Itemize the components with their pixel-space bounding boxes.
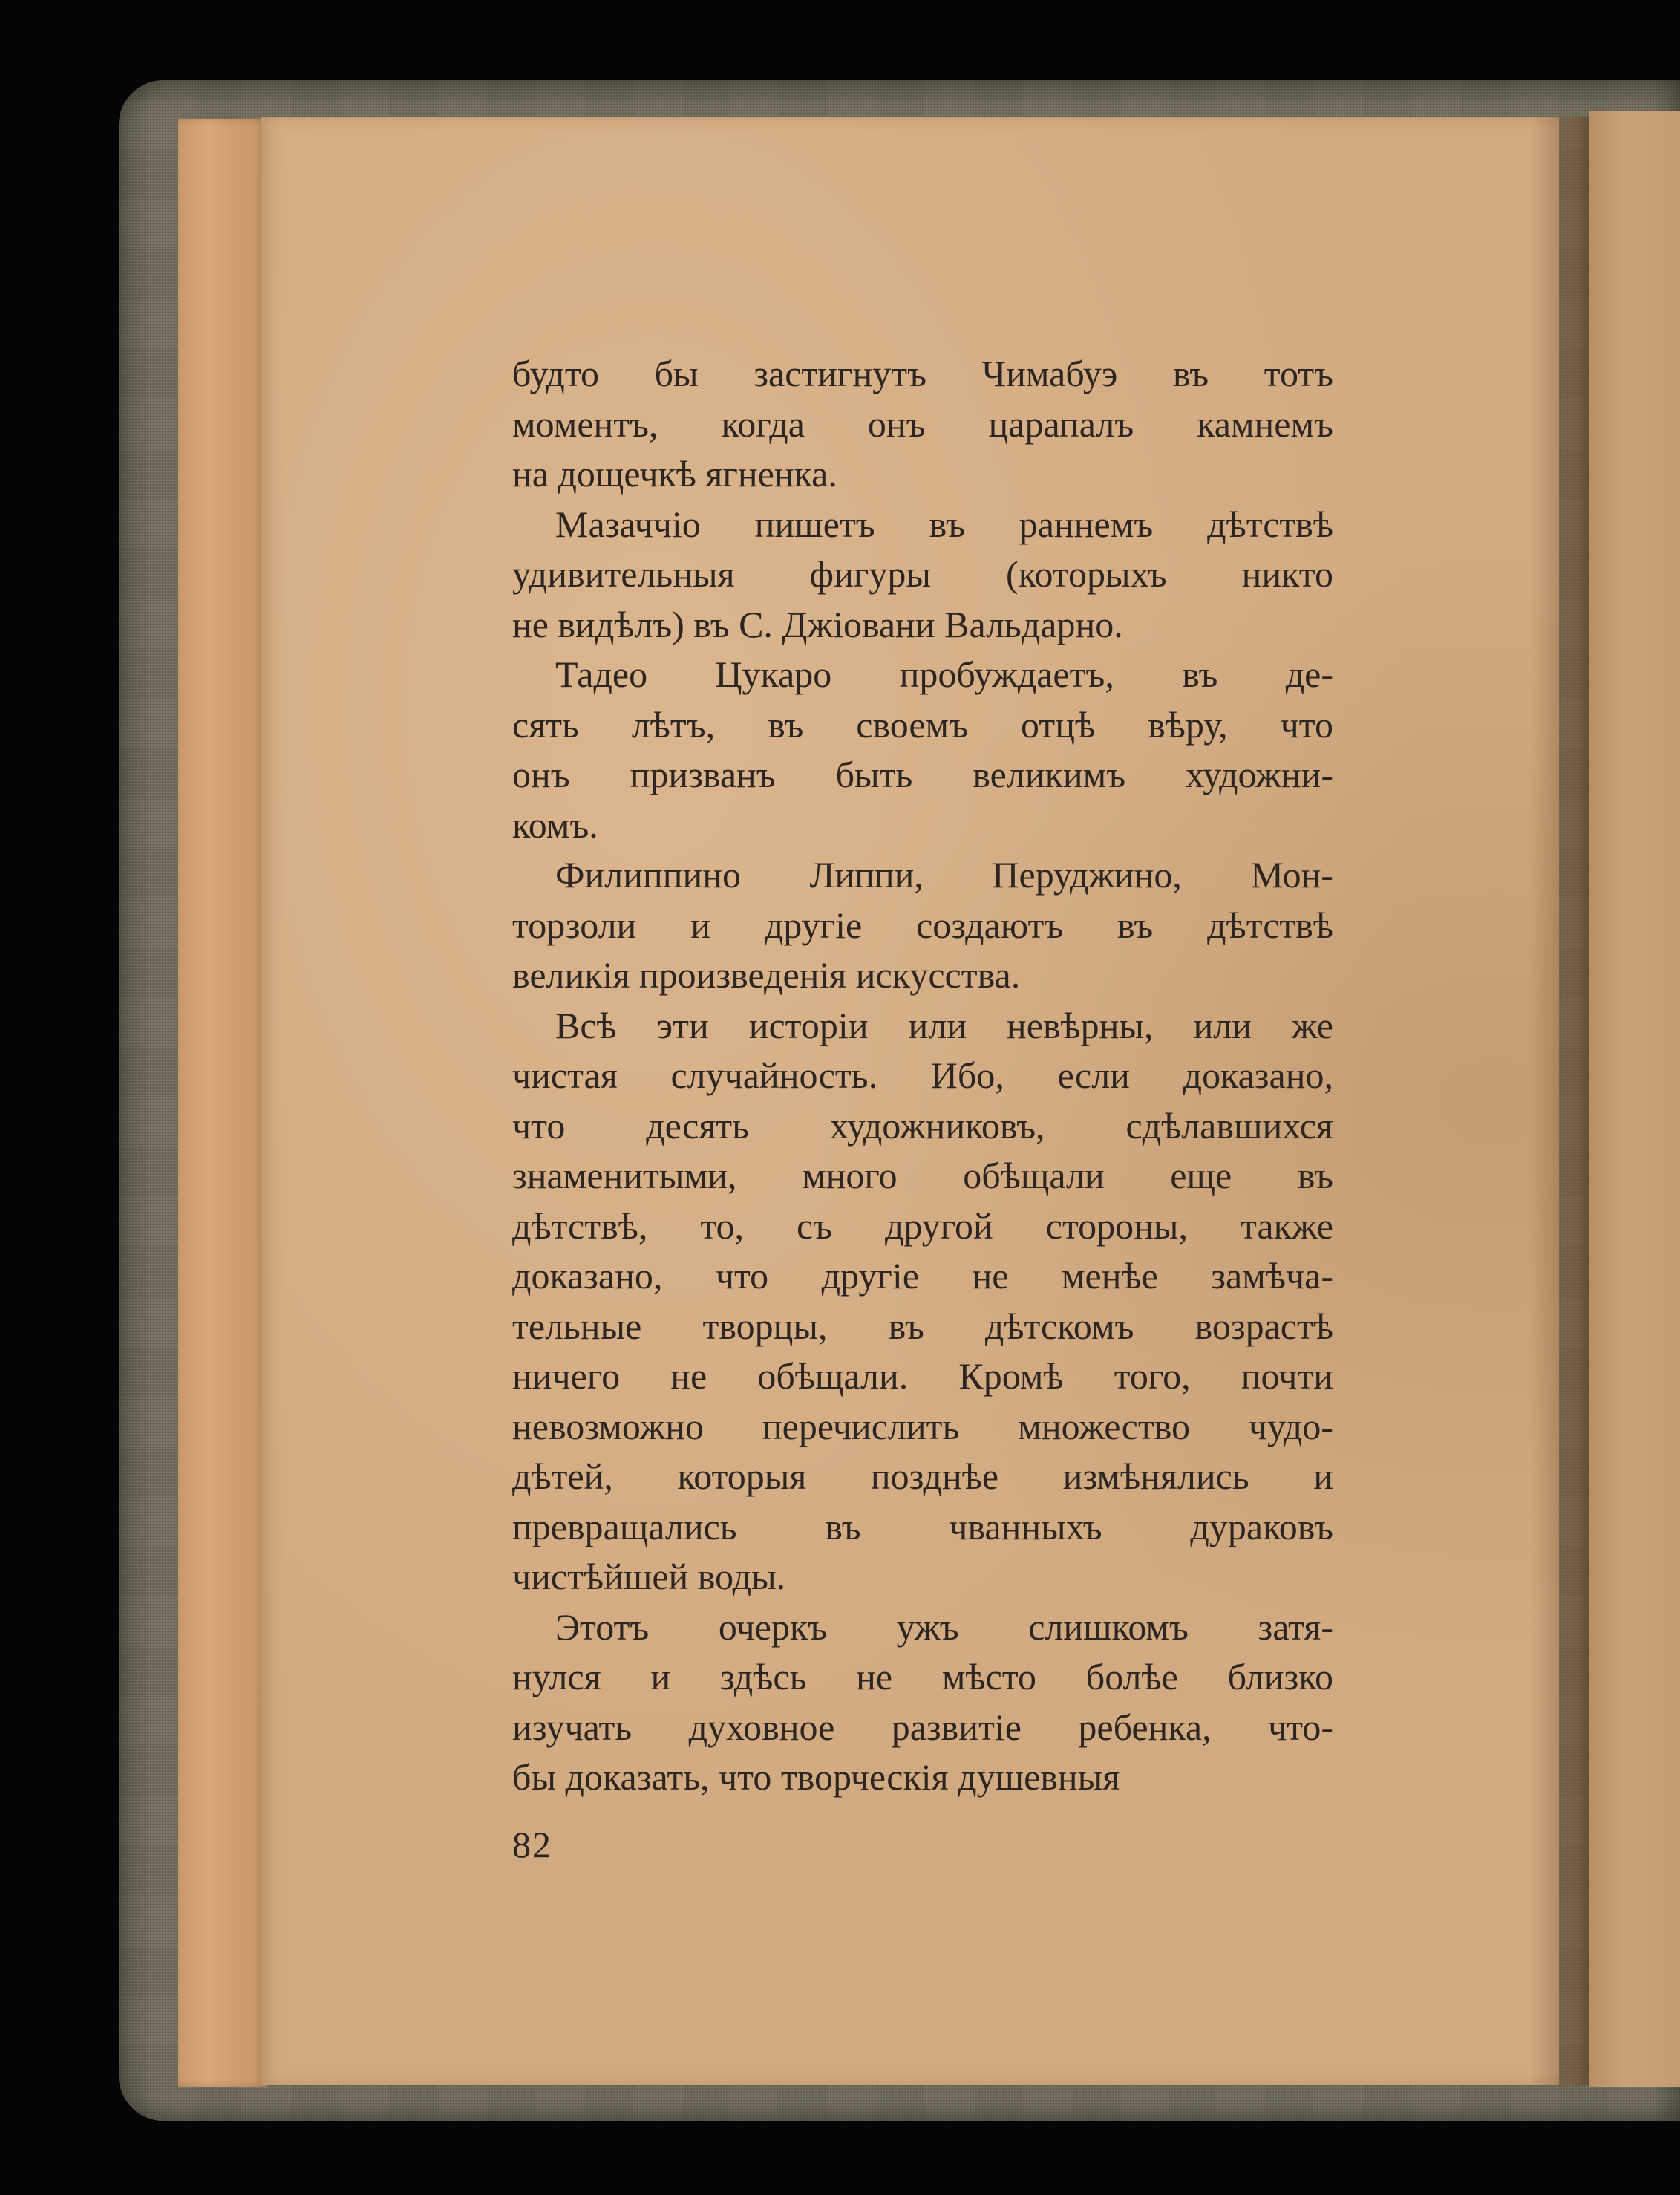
text-line: невозможно перечислить множество чудо- <box>512 1405 1333 1447</box>
page-gutter-shadow <box>1529 117 1596 2085</box>
page-body-text <box>512 349 1333 1803</box>
paragraph <box>512 500 1333 650</box>
text-line: бы доказать, что творческія душевныя <box>512 1756 1120 1798</box>
text-line: моментъ, когда онъ царапалъ камнемъ <box>512 402 1333 445</box>
text-line: не видѣлъ) въ С. Джіовани Вальдарно. <box>512 603 1123 645</box>
facing-page-edge <box>1589 111 1680 2087</box>
text-line: ничего не обѣщали. Кромѣ того, почти <box>512 1355 1333 1397</box>
text-line: превращались въ чванныхъ дураковъ <box>512 1505 1333 1547</box>
text-line: нулся и здѣсь не мѣсто болѣе близко <box>512 1656 1333 1697</box>
paragraph <box>512 1602 1333 1803</box>
text-line: удивительныя фигуры (которыхъ никто <box>512 553 1333 595</box>
text-line: что десять художниковъ, сдѣлавшихся <box>512 1104 1333 1147</box>
text-line: тельные творцы, въ дѣтскомъ возрастѣ <box>512 1305 1333 1347</box>
text-line: чистѣйшей воды. <box>512 1556 786 1597</box>
text-line: Мазаччіо пишетъ въ раннемъ дѣтствѣ <box>555 503 1333 545</box>
paragraph <box>512 850 1333 1001</box>
text-line: Этотъ очеркъ ужъ слишкомъ затя- <box>555 1605 1333 1648</box>
text-line: чистая случайность. Ибо, если доказано, <box>512 1054 1333 1096</box>
text-line: комъ. <box>512 803 598 846</box>
text-line: дѣтей, которыя позднѣе измѣнялись и <box>512 1455 1333 1497</box>
text-line: великія произведенія искусства. <box>512 954 1021 996</box>
text-line: дѣтствѣ, то, съ другой стороны, также <box>512 1204 1333 1247</box>
text-line: на дощечкѣ ягненка. <box>512 453 837 495</box>
text-line: онъ призванъ быть великимъ художни- <box>512 754 1333 795</box>
text-line: Всѣ эти исторіи или невѣрны, или же <box>555 1004 1333 1046</box>
text-line: Тадео Цукаро пробуждаетъ, въ де- <box>555 653 1333 695</box>
text-line: доказано, что другіе не менѣе замѣча- <box>512 1255 1333 1297</box>
paragraph <box>512 650 1333 850</box>
page-number: 82 <box>512 1824 552 1865</box>
paragraph <box>512 1001 1333 1602</box>
text-line: Филиппино Липпи, Перуджино, Мон- <box>555 854 1333 896</box>
text-line: сять лѣтъ, въ своемъ отцѣ вѣру, что <box>512 703 1333 746</box>
text-line: будто бы застигнутъ Чимабуэ въ тотъ <box>512 353 1333 394</box>
text-line: знаменитыми, много обѣщали еще въ <box>512 1155 1333 1196</box>
page-edges <box>178 119 267 2087</box>
paragraph <box>512 349 1333 500</box>
text-line: торзоли и другіе создаютъ въ дѣтствѣ <box>512 904 1333 946</box>
text-line: изучать духовное развитіе ребенка, что- <box>512 1706 1333 1748</box>
